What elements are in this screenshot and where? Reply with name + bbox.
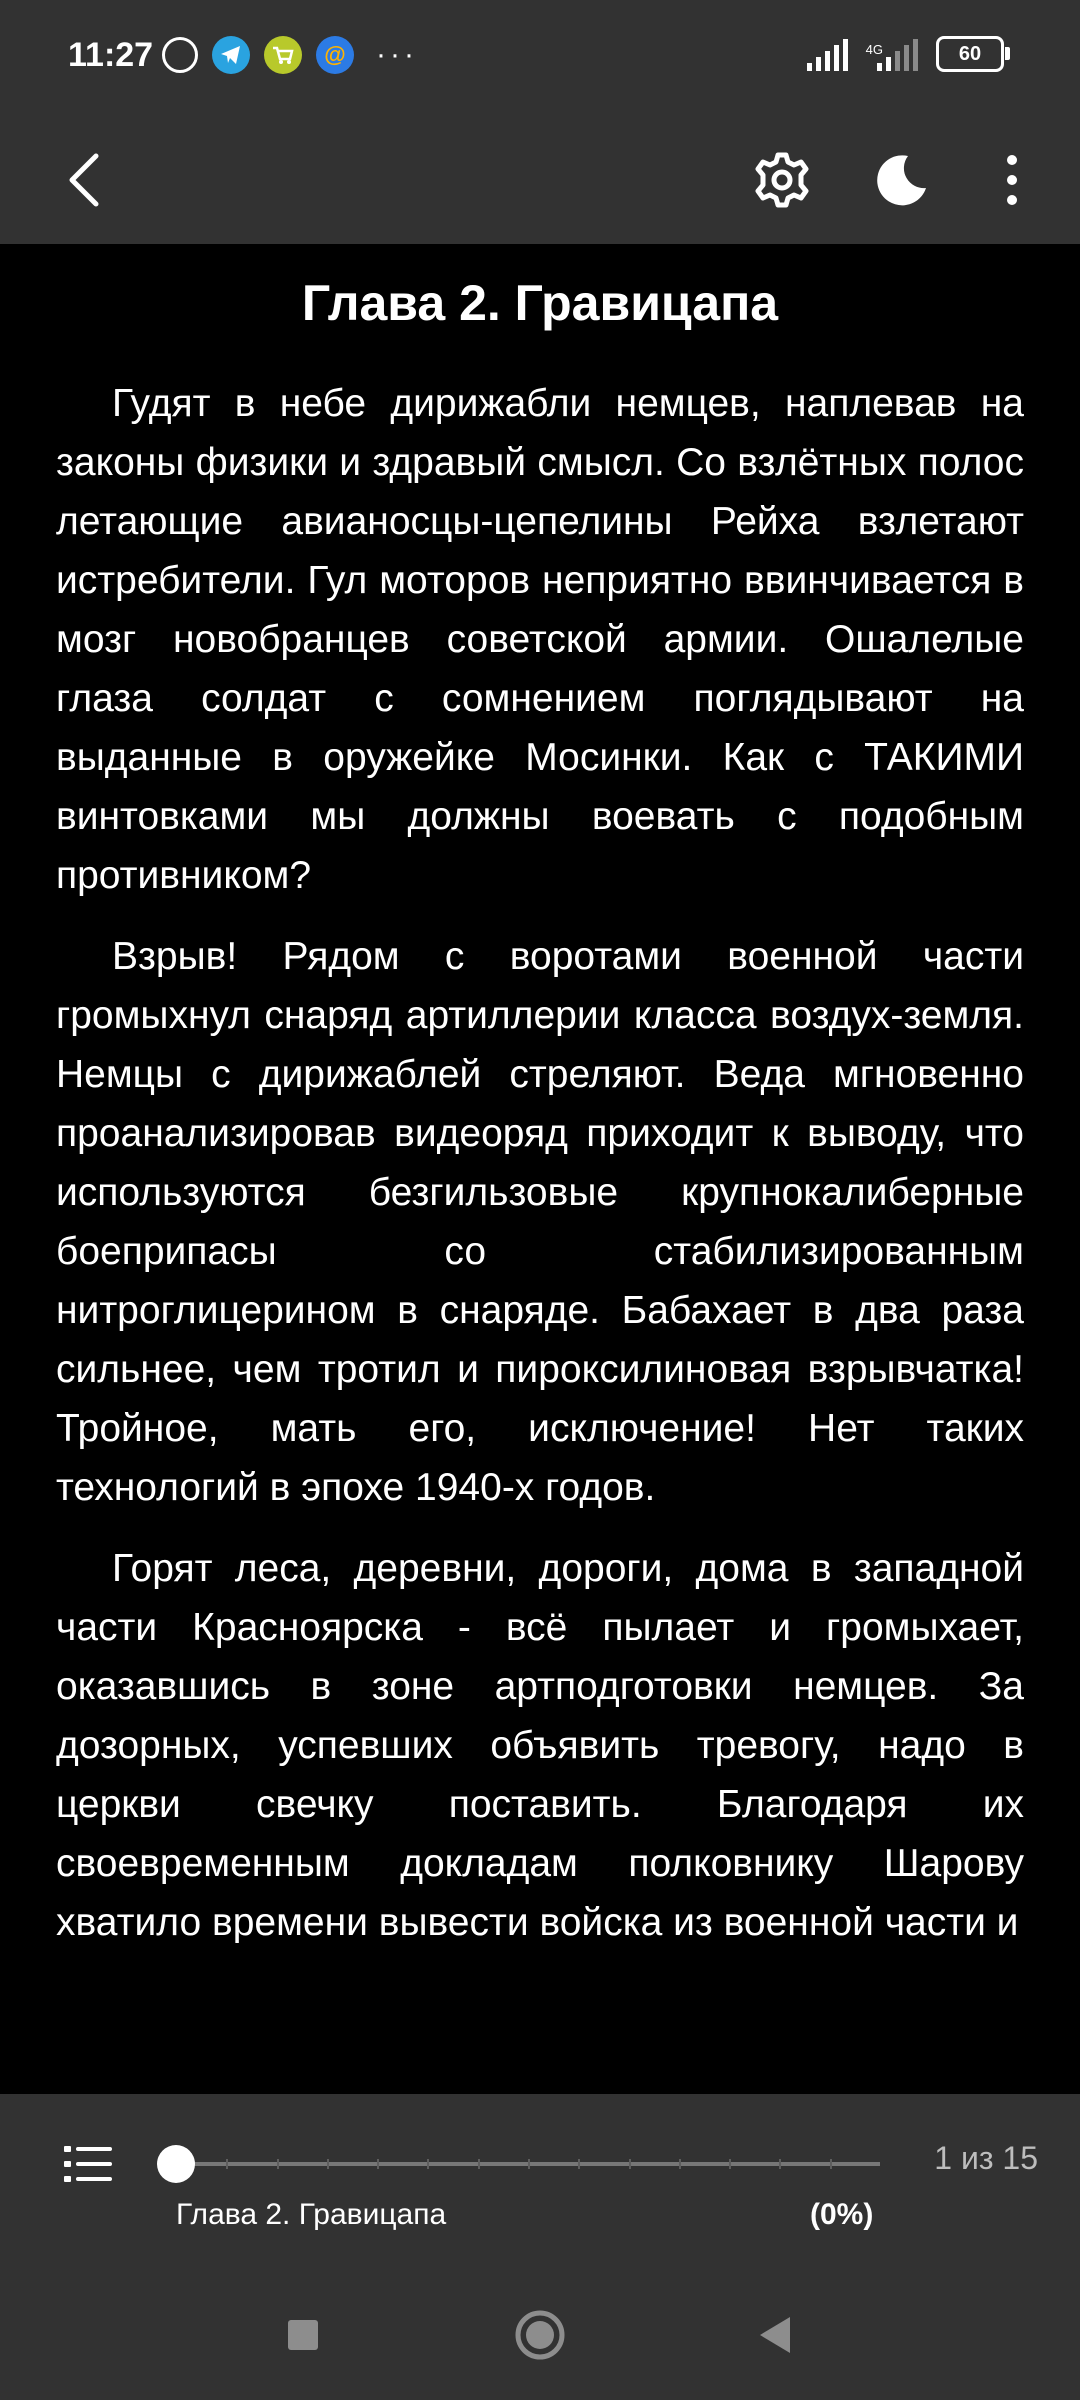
list-icon — [58, 2134, 118, 2194]
progress-tick — [830, 2159, 832, 2169]
home-circle-icon — [513, 2308, 567, 2362]
table-of-contents-button[interactable] — [58, 2134, 118, 2194]
mail-at-icon: @ — [316, 36, 354, 74]
shopping-cart-icon — [264, 36, 302, 74]
chapter-title: Глава 2. Гравицапа — [301, 275, 779, 331]
home-button[interactable] — [505, 2300, 575, 2370]
progress-tick — [478, 2159, 480, 2169]
signal-4g-group — [866, 37, 918, 71]
battery-level: 60 — [958, 42, 982, 65]
progress-tick — [629, 2159, 631, 2169]
progress-tick — [327, 2159, 329, 2169]
nav-back-button[interactable] — [740, 2300, 810, 2370]
recents-button[interactable] — [268, 2300, 338, 2370]
progress-tick — [779, 2159, 781, 2169]
night-mode-button[interactable] — [862, 140, 942, 220]
telegram-icon — [212, 36, 250, 74]
more-notifications-icon: ··· — [376, 38, 418, 71]
status-bar — [0, 0, 1080, 118]
progress-tick — [679, 2159, 681, 2169]
progress-tick — [578, 2159, 580, 2169]
recents-square-icon — [286, 2318, 320, 2352]
paragraph: Взрыв! Рядом с воротами военной части громыхнул снаряд артиллерии класса воздух-земля. Немцы с дирижаблей стреляют. Веда мгновенно проанализировав видеоряд приходит к выводу, что используются безгильзовые крупнокалиберные боеприпасы со стабилизированным нитроглицерином в снаряде. Бабахает в два раза сильнее, чем тротил и пироксилиновая взрывчатка! Тройное, мать его, исключение! Нет таких технологий в эпохе 1940-х годов. — [56, 935, 1024, 1509]
paragraph: Горят леса, деревни, дороги, дома в западной части Красноярска - всё пылает и громыхает, оказавшись в зоне артподготовки немцев. За дозорных, успевших объявить тревогу, надо в церкви свечку поставить. Благодаря их своевременным докладам полковнику Шарову хватило времени вывести войска из военной части и — [56, 1547, 1024, 1944]
system-navigation-bar — [0, 2270, 1080, 2400]
paragraph: Гудят в небе дирижабли немцев, наплевав на законы физики и здравый смысл. Со взлётных полос летающие авианосцы-цепелины Рейха взлетают истребители. Гул моторов неприятно ввинчивается в мозг новобранцев советской армии. Ошалелые глаза солдат с сомнением поглядывают на выданные в оружейке Мосинки. Как с ТАКИМИ винтовками мы должны воевать с подобным противником? — [56, 382, 1024, 897]
back-button[interactable] — [44, 140, 124, 220]
back-triangle-icon — [756, 2315, 794, 2355]
progress-tick — [277, 2159, 279, 2169]
more-options-button[interactable] — [972, 140, 1052, 220]
gear-icon — [752, 150, 812, 210]
notification-icons — [162, 36, 418, 74]
page-counter: 1 из 15 — [934, 2140, 1038, 2176]
reader-toolbar — [0, 118, 1080, 244]
progress-tick — [427, 2159, 429, 2169]
current-chapter-label: Глава 2. Гравицапа — [176, 2198, 447, 2231]
progress-slider[interactable] — [176, 2162, 880, 2166]
progress-percent: (0%) — [810, 2198, 874, 2231]
system-indicators — [807, 36, 1004, 72]
moon-icon — [874, 152, 930, 208]
progress-tick — [226, 2159, 228, 2169]
back-arrow-icon — [64, 152, 104, 208]
reading-area[interactable] — [0, 244, 1080, 2094]
status-time: 11:27 — [68, 36, 154, 74]
network-type-label: 4G — [865, 42, 883, 57]
more-vertical-icon — [1004, 154, 1020, 206]
reader-progress-bar — [0, 2094, 1080, 2270]
progress-tick — [729, 2159, 731, 2169]
settings-button[interactable] — [742, 140, 822, 220]
progress-tick — [528, 2159, 530, 2169]
signal-strength-secondary-icon — [877, 37, 918, 71]
alarm-clock-icon — [162, 37, 198, 73]
signal-strength-icon — [807, 37, 848, 71]
battery-icon — [936, 36, 1004, 72]
progress-slider-thumb[interactable] — [157, 2145, 195, 2183]
progress-tick — [377, 2159, 379, 2169]
